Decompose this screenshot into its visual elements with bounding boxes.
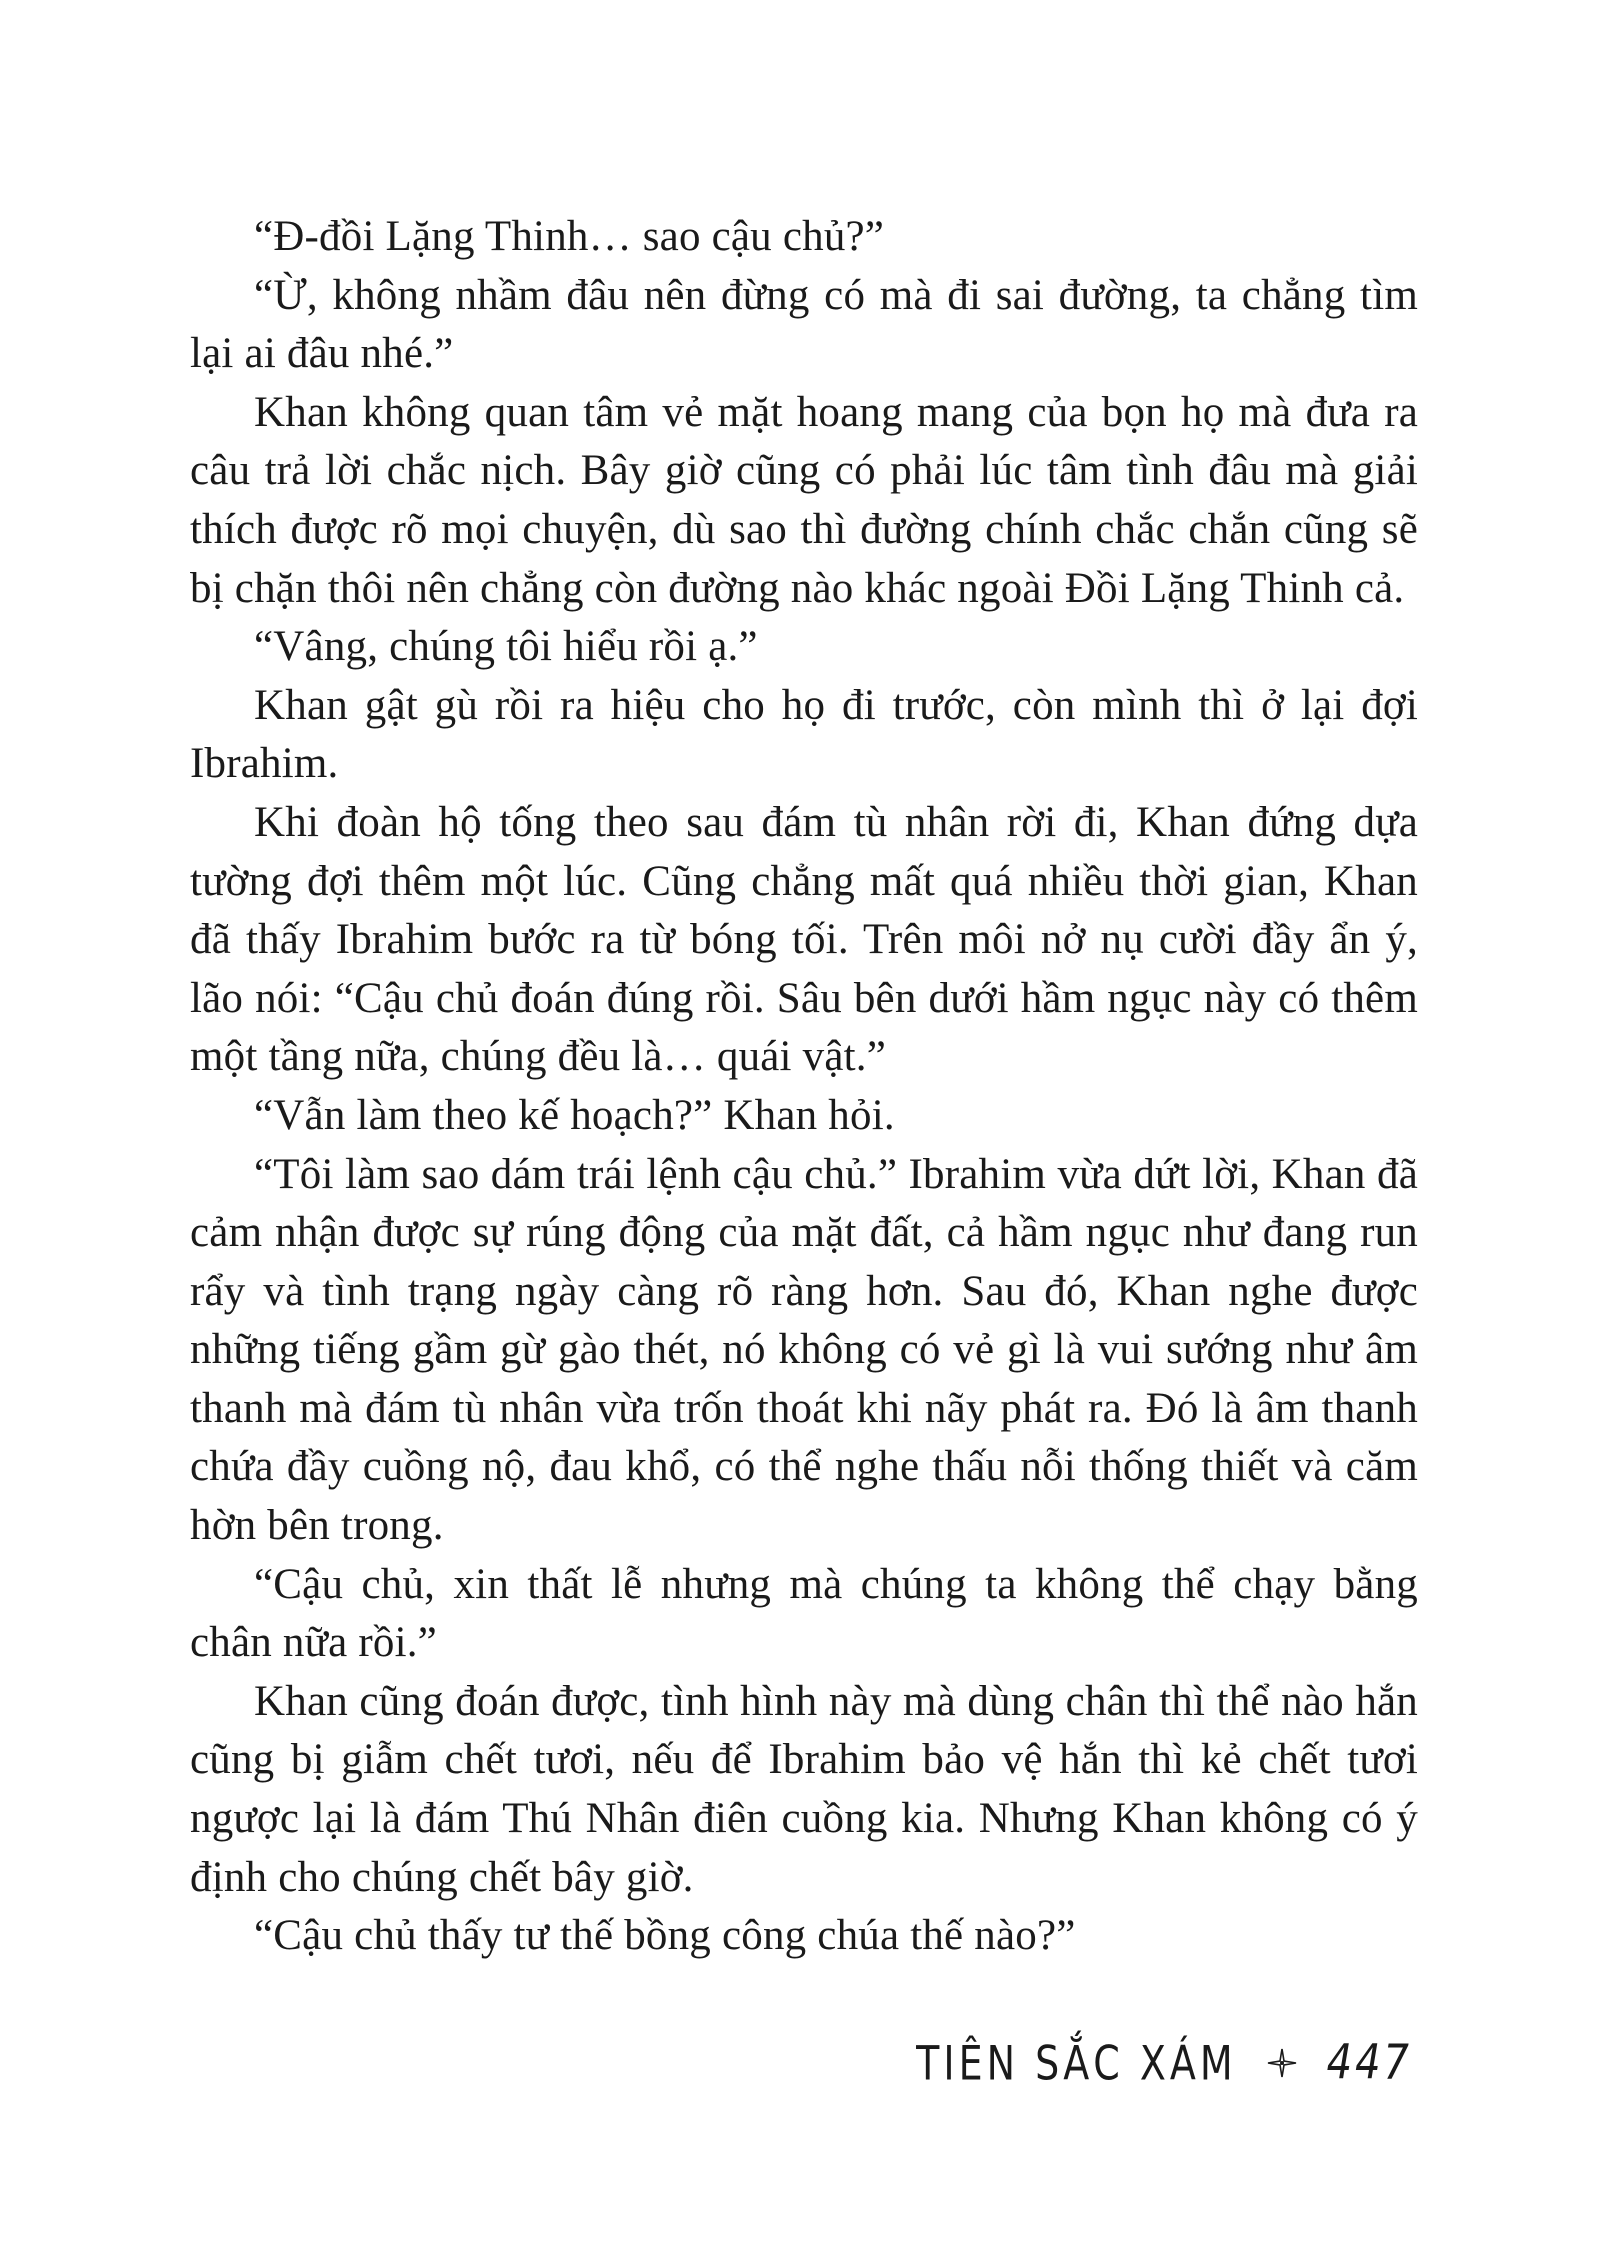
paragraph: “Ừ, không nhầm đâu nên đừng có mà đi sai đường, ta chẳng tìm lại ai đâu nhé.” xyxy=(190,271,1418,378)
page-number: 447 xyxy=(1326,2035,1412,2091)
paragraph: “Vẫn làm theo kế hoạch?” Khan hỏi. xyxy=(254,1091,895,1139)
paragraph: Khan gật gù rồi ra hiệu cho họ đi trước, còn mình thì ở lại đợi Ibrahim. xyxy=(190,681,1418,788)
page-footer xyxy=(916,2035,1412,2091)
running-title: TIÊN SẮC XÁM xyxy=(916,2035,1237,2091)
paragraph: “Tôi làm sao dám trái lệnh cậu chủ.” Ibrahim vừa dứt lời, Khan đã cảm nhận được sự rúng động của mặt đất, cả hầm ngục như đang run rẩy và tình trạng ngày càng rõ ràng hơn. Sau đó, Khan nghe được những tiếng gầm gừ gào thét, nó không có vẻ gì là vui sướng như âm thanh mà đám tù nhân vừa trốn thoát khi nãy phát ra. Đó là âm thanh chứa đầy cuồng nộ, đau khổ, có thể nghe thấu nỗi thống thiết và căm hờn bên trong. xyxy=(190,1150,1418,1550)
paragraph: Khan cũng đoán được, tình hình này mà dùng chân thì thể nào hắn cũng bị giẫm chết tươi, nếu để Ibrahim bảo vệ hắn thì kẻ chết tươi ngược lại là đám Thú Nhân điên cuồng kia. Nhưng Khan không có ý định cho chúng chết bây giờ. xyxy=(190,1677,1418,1901)
paragraph: Khan không quan tâm vẻ mặt hoang mang của bọn họ mà đưa ra câu trả lời chắc nịch. Bây giờ cũng có phải lúc tâm tình đâu mà giải thích được rõ mọi chuyện, dù sao thì đường chính chắc chắn cũng sẽ bị chặn thôi nên chẳng còn đường nào khác ngoài Đồi Lặng Thinh cả. xyxy=(190,388,1418,612)
paragraph: “Vâng, chúng tôi hiểu rồi ạ.” xyxy=(254,623,758,671)
body-text xyxy=(190,208,1418,1966)
paragraph: “Cậu chủ thấy tư thế bồng công chúa thế nào?” xyxy=(254,1912,1076,1960)
paragraph: “Cậu chủ, xin thất lễ nhưng mà chúng ta không thể chạy bằng chân nữa rồi.” xyxy=(190,1560,1418,1667)
paragraph: “Đ-đồi Lặng Thinh… sao cậu chủ?” xyxy=(254,213,885,260)
four-point-star-ornament-icon xyxy=(1267,2048,1297,2078)
paragraph: Khi đoàn hộ tống theo sau đám tù nhân rời đi, Khan đứng dựa tường đợi thêm một lúc. Cũng chẳng mất quá nhiều thời gian, Khan đã thấy Ibrahim bước ra từ bóng tối. Trên môi nở nụ cười đầy ẩn ý, lão nói: “Cậu chủ đoán đúng rồi. Sâu bên dưới hầm ngục này có thêm một tầng nữa, chúng đều là… quái vật.” xyxy=(190,798,1418,1081)
